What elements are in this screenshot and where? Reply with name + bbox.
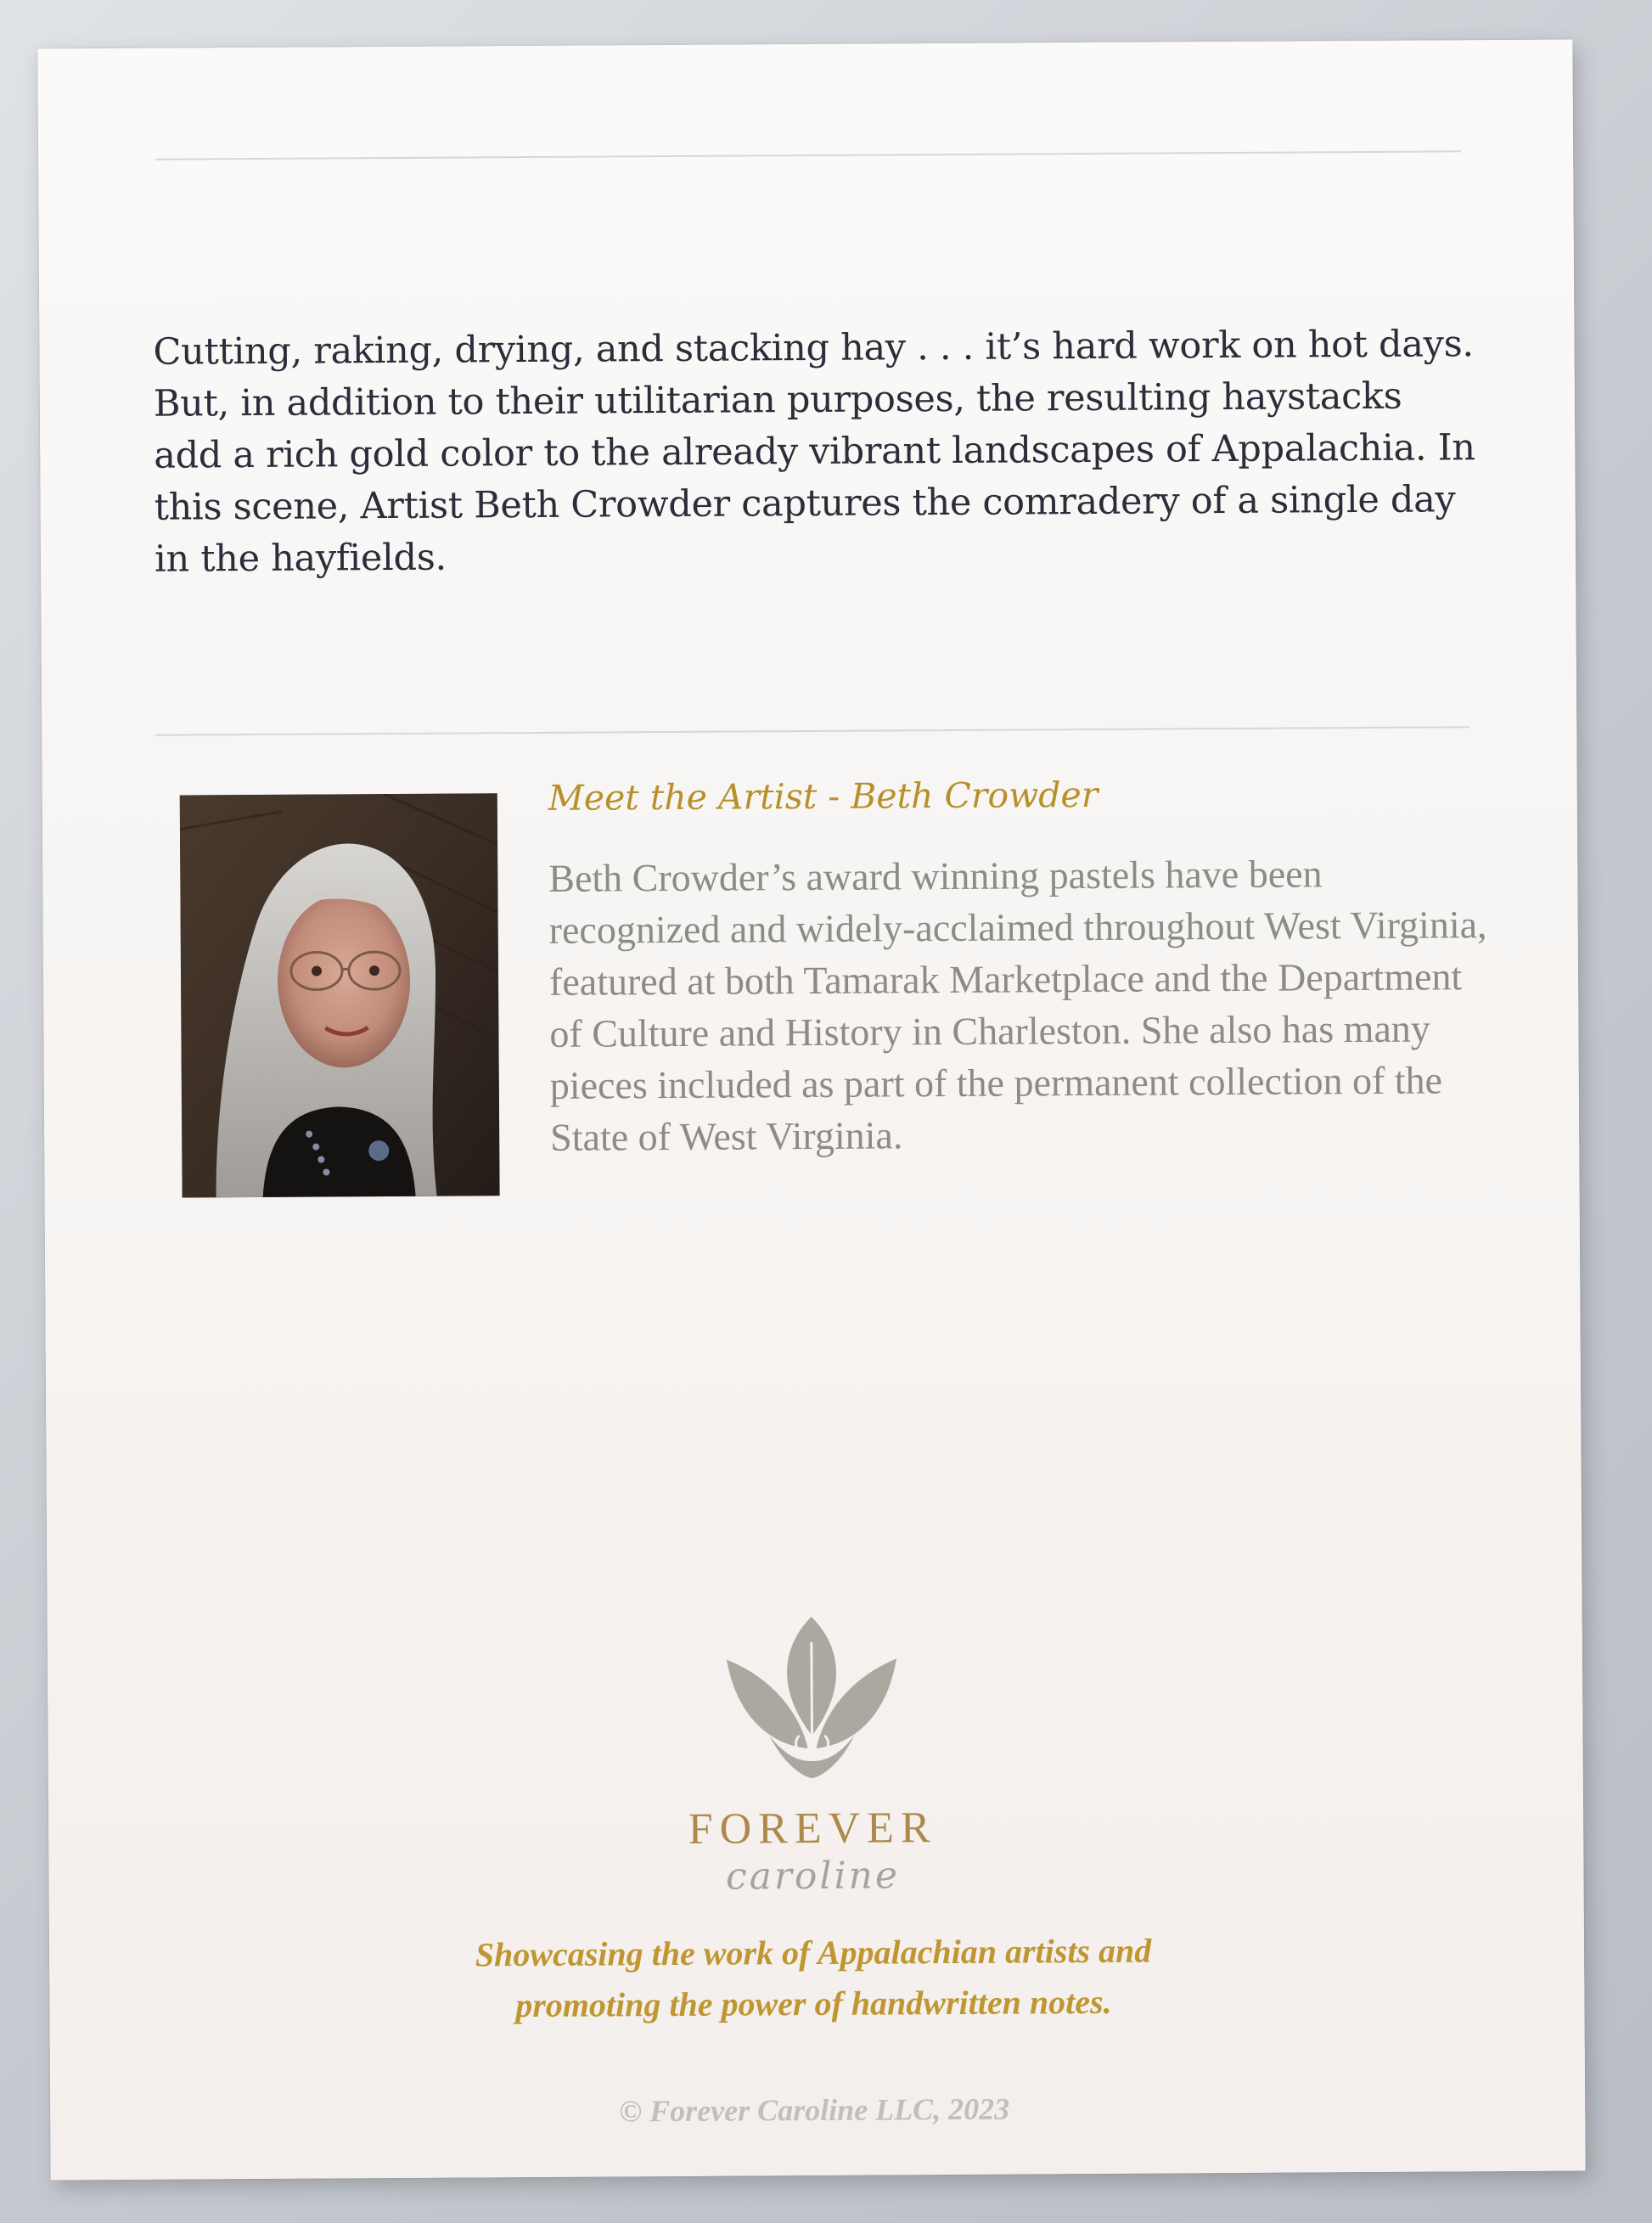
brand-name: FOREVER [688,1804,937,1854]
brand-script: caroline [725,1854,901,1899]
artist-heading: Meet the Artist - Beth Crowder [548,774,1099,819]
artist-portrait-photo [180,793,500,1197]
middle-divider [155,726,1469,735]
card [37,40,1585,2181]
artwork-description: Cutting, raking, drying, and stacking hay . . . it’s hard work on hot days. But, in addition to their utilitarian purposes, the resulting haystacks add a rich gold color to the already vibrant landscapes of Appalachia. In this scene, Artist Beth Crowder captures the comradery of a single day in the hayfields. [153,323,1475,581]
artist-bio: Beth Crowder’s award winning pastels have been recognized and widely-acclaimed throughout West Virginia, featured at both Tamarak Marketplace and the Department of Culture and History in Charleston. She also has many pieces included as part of the permanent collection of the State of West Virginia. [548,852,1487,1159]
tagline-line-2: promoting the power of handwritten notes. [515,1982,1112,2025]
lotus-icon [718,1607,906,1787]
tagline-line-1: Showcasing the work of Appalachian artists and [475,1931,1152,1974]
copyright: © Forever Caroline LLC, 2023 [619,2091,1010,2129]
artist-portrait [180,793,500,1197]
tagline [304,1924,1323,2032]
top-divider [155,150,1461,160]
